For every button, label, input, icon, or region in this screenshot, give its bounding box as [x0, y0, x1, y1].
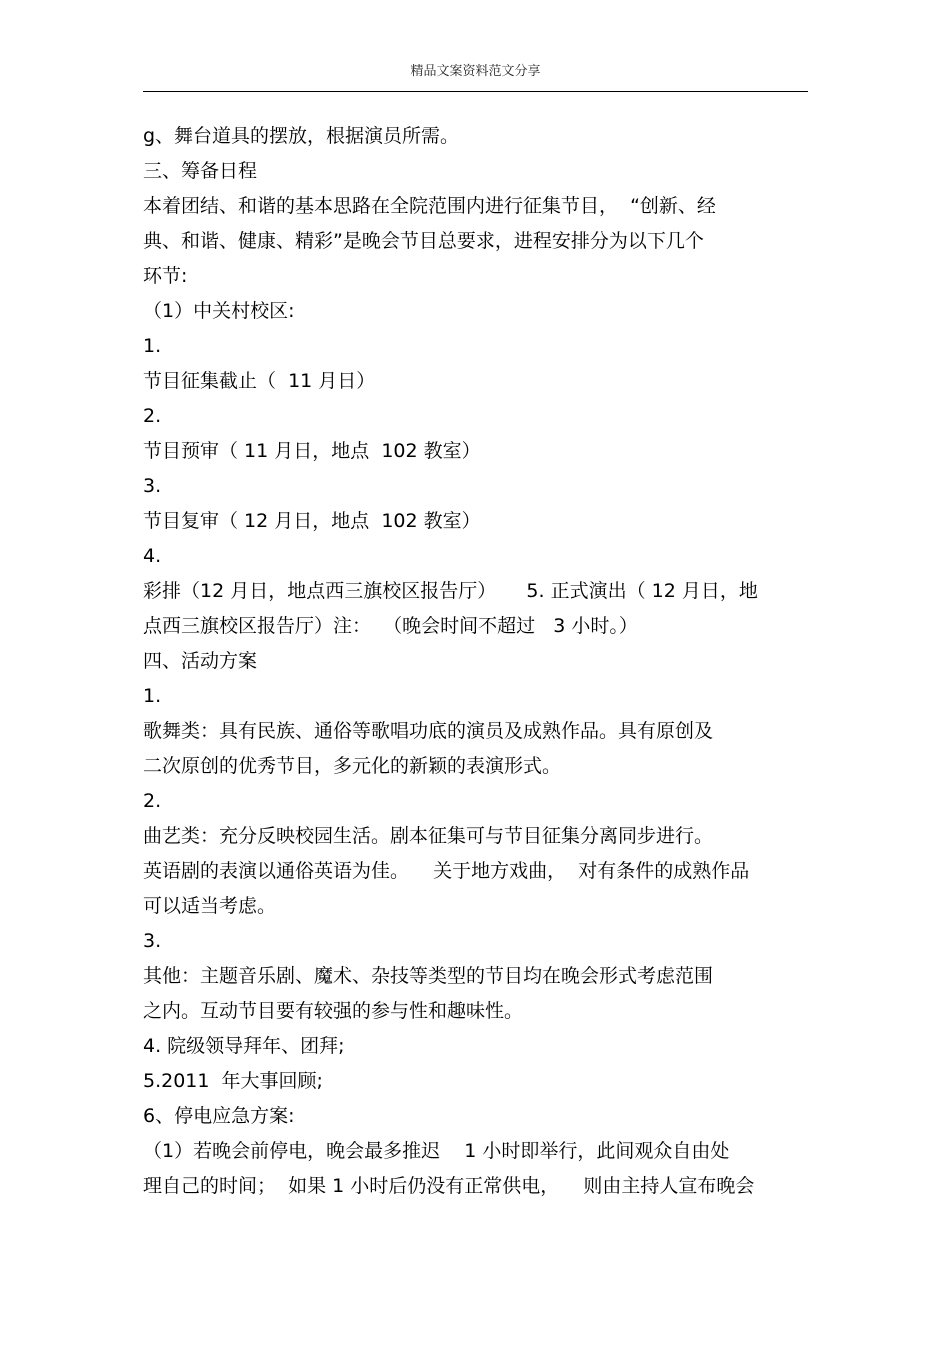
text-line: 典、和谐、健康、精彩”是晚会节目总要求，进程安排分为以下几个: [143, 230, 704, 252]
list-number: 3.: [143, 930, 162, 952]
text-line: 理自己的时间； 如果 1 小时后仍没有正常供电， 则由主持人宣布晚会: [143, 1175, 755, 1197]
text-line: 本着团结、和谐的基本思路在全院范围内进行征集节目， “创新、经: [143, 195, 716, 217]
document-body: [143, 119, 808, 1204]
header-divider: [143, 91, 808, 92]
section-heading: 三、筹备日程: [143, 160, 258, 182]
text-line: 其他：主题音乐剧、魔术、杂技等类型的节目均在晚会形式考虑范围: [143, 965, 714, 987]
section-heading: 四、活动方案: [143, 650, 258, 672]
text-line: 6、停电应急方案:: [143, 1105, 295, 1127]
text-line: 之内。互动节目要有较强的参与性和趣味性。: [143, 1000, 524, 1022]
text-line: （1）中关村校区:: [143, 300, 295, 322]
list-number: 1.: [143, 685, 162, 707]
list-number: 4.: [143, 545, 162, 567]
text-line: 环节:: [143, 265, 188, 287]
list-number: 3.: [143, 475, 162, 497]
text-line: 节目预审（ 11 月日，地点 102 教室）: [143, 440, 481, 462]
list-number: 1.: [143, 335, 162, 357]
text-line: 歌舞类：具有民族、通俗等歌唱功底的演员及成熟作品。具有原创及: [143, 720, 714, 742]
text-line: 曲艺类：充分反映校园生活。剧本征集可与节目征集分离同步进行。: [143, 825, 714, 847]
text-line: 彩排（12 月日，地点西三旗校区报告厅） 5. 正式演出（ 12 月日，地: [143, 580, 758, 602]
text-line: 点西三旗校区报告厅）注： （晚会时间不超过 3 小时。）: [143, 615, 638, 637]
text-line: 4. 院级领导拜年、团拜;: [143, 1035, 345, 1057]
text-line: 节目征集截止（ 11 月日）: [143, 370, 376, 392]
list-number: 2.: [143, 790, 162, 812]
text-line: （1）若晚会前停电，晚会最多推迟 1 小时即举行，此间观众自由处: [143, 1140, 730, 1162]
text-line: 二次原创的优秀节目，多元化的新颖的表演形式。: [143, 755, 562, 777]
list-number: 2.: [143, 405, 162, 427]
text-line: 英语剧的表演以通俗英语为佳。 关于地方戏曲， 对有条件的成熟作品: [143, 860, 750, 882]
page-header: 精品文案资料范文分享: [410, 64, 541, 79]
text-line: 节目复审（ 12 月日，地点 102 教室）: [143, 510, 481, 532]
text-line: 5.2011 年大事回顾;: [143, 1070, 323, 1092]
text-line: 可以适当考虑。: [143, 895, 277, 917]
text-line: g、舞台道具的摆放，根据演员所需。: [143, 125, 460, 147]
